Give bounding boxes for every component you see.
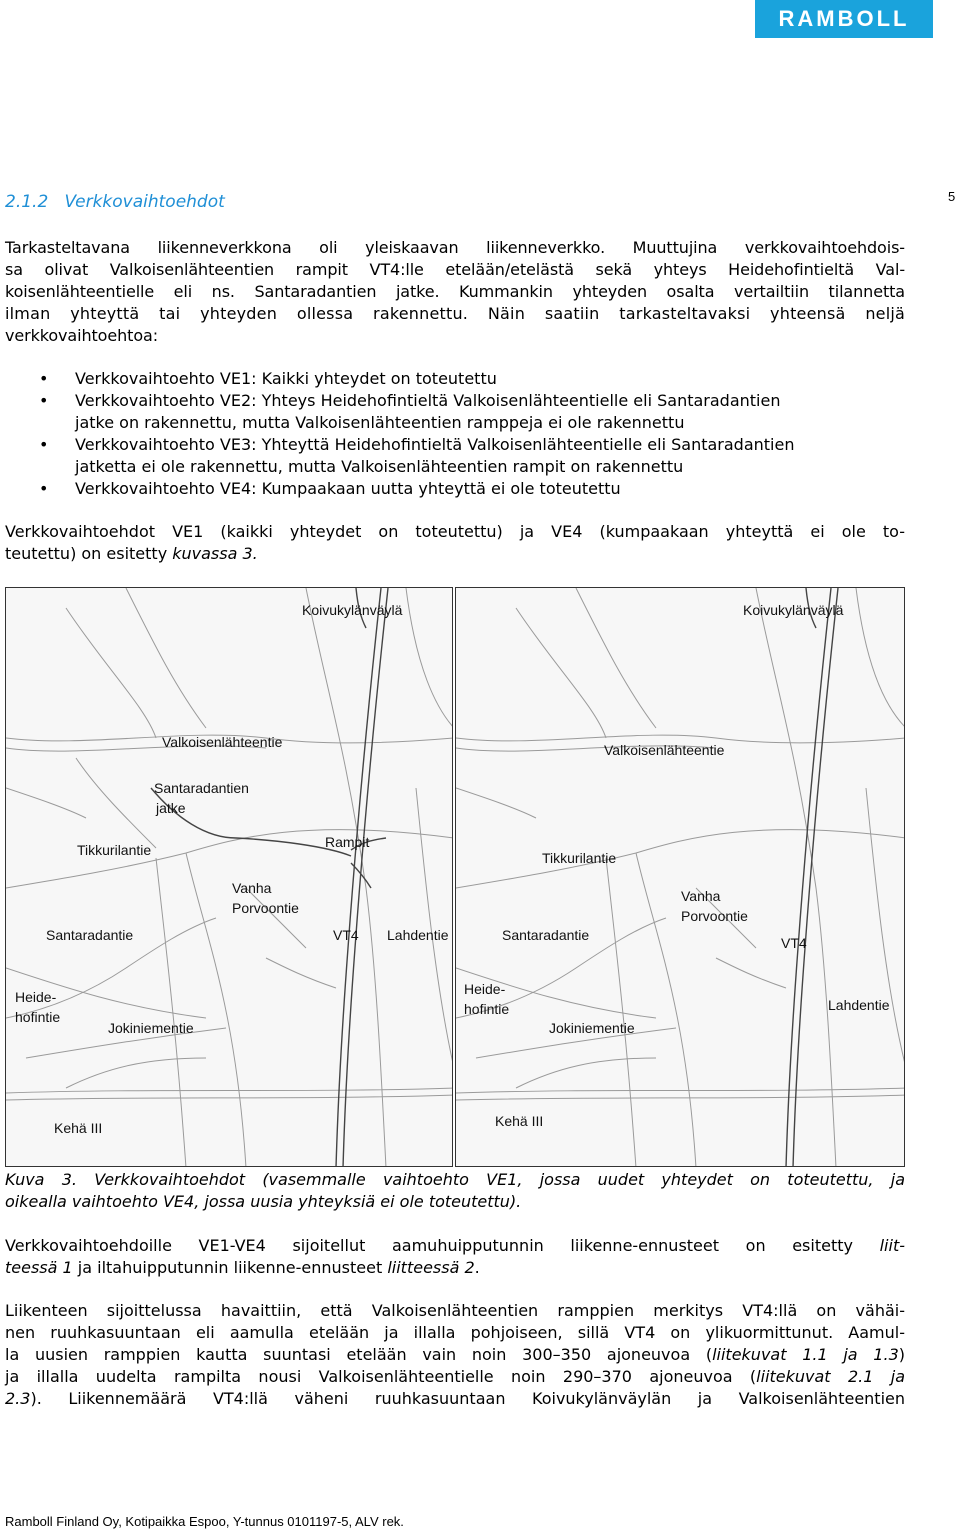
list-item [5,434,905,478]
paragraph-line: Verkkovaihtoehdot VE1 (kaikki yhteydet on toteutettu) ja VE4 (kumpaakaan yhteyttä ei ole to- [5,522,905,541]
intro-line: sa olivat Valkoisenlähteentien rampit VT4:lle etelään/etelästä sekä yhteys Heidehofintieltä Val- [5,260,905,279]
label-vt4: VT4 [781,935,807,951]
label-heidehofintie-1: Heide- [15,989,57,1005]
label-santaradantie: Santaradantie [46,927,134,943]
label-jokiniementie: Jokiniementie [108,1020,194,1036]
label-heidehofintie-2: hofintie [15,1009,61,1025]
label-keha-iii: Kehä III [495,1113,544,1129]
label-vanha-porvoontie-2: Porvoontie [232,900,299,916]
intro-line: Tarkasteltavana liikenneverkkona oli yleiskaavan liikenneverkko. Muuttujina verkkovaihtoehdois- [5,238,905,257]
text-run: ja iltahuipputunnin liikenne-ennusteet [72,1258,388,1277]
bullet-icon: • [39,435,49,454]
bullet-icon: • [39,369,49,388]
figure-reference-paragraph [5,521,905,565]
text-run: ja illalla uudelta rampilta nousi Valkoisenlähteentielle noin 290–370 ajoneuvoa ( [5,1367,757,1386]
appendix-ref: liitteessä 2 [387,1258,475,1277]
label-valkoisenlahteentie: Valkoisenlähteentie [604,742,725,758]
label-santaradantien-jatke-2: jatke [156,800,186,816]
label-valkoisenlahteentie: Valkoisenlähteentie [162,734,283,750]
text-run: la uusien ramppien kautta suuntasi etelään vain noin 300–350 ajoneuvoa ( [5,1345,713,1364]
label-vanha-porvoontie-1: Vanha [232,880,272,896]
label-vanha-porvoontie-2: Porvoontie [681,908,748,924]
appendix-ref: 2.3 [5,1389,31,1408]
list-item-line: Verkkovaihtoehto VE1: Kaikki yhteydet on toteutettu [75,369,497,388]
label-lahdentie: Lahdentie [387,927,449,943]
appendix-ref: liit- [879,1236,905,1255]
appendix-ref: liitekuvat 2.1 ja [756,1367,905,1386]
list-item-line: Verkkovaihtoehto VE3: Yhteyttä Heidehofintieltä Valkoisenlähteentielle eli Santaradantien [75,435,795,454]
text-run: Verkkovaihtoehdoille VE1-VE4 sijoitellut aamuhuipputunnin liikenne-ennusteet on esitetty [5,1236,880,1255]
label-vt4: VT4 [333,927,359,943]
page-number: 5 [948,189,956,204]
label-koivukylanvayla: Koivukylänväylä [743,602,844,618]
text-run: ). Liikennemäärä VT4:llä väheni ruuhkasuuntaan Koivukylänväylän ja Valkoisenlähteentien [30,1389,905,1408]
forecast-paragraph [5,1235,905,1279]
section-number: 2.1.2 [5,192,49,212]
map-ve1-roads [6,588,453,1167]
alternatives-list [5,368,905,500]
map-ve4 [455,587,905,1167]
label-keha-iii: Kehä III [54,1120,103,1136]
list-item-line: jatketta ei ole rakennettu, mutta Valkoisenlähteentien rampit on rakennettu [75,457,684,476]
paragraph-line [5,1344,905,1366]
label-rampit: Rampit [325,834,370,850]
label-santaradantie: Santaradantie [502,927,590,943]
appendix-ref: teessä 1 [5,1258,73,1277]
section-title: Verkkovaihtoehdot [64,192,225,212]
logo-text: RAMBOLL [778,6,910,31]
list-item-line: jatke on rakennettu, mutta Valkoisenlähteentien ramppeja ei ole rakennettu [75,413,685,432]
paragraph-line [5,1388,905,1410]
label-santaradantien-jatke-1: Santaradantien [154,780,249,796]
figure-caption [5,1169,905,1213]
label-heidehofintie-2: hofintie [464,1001,510,1017]
paragraph-line: Liikenteen sijoittelussa havaittiin, että Valkoisenlähteentien ramppien merkitys VT4:llä on vähäi- [5,1301,905,1320]
section-heading [5,192,225,212]
label-vanha-porvoontie-1: Vanha [681,888,721,904]
label-koivukylanvayla: Koivukylänväylä [302,602,403,618]
label-lahdentie: Lahdentie [828,997,890,1013]
intro-paragraph [5,237,905,347]
text-run: ) [898,1345,906,1364]
figure-link: kuvassa 3. [172,544,258,563]
page-footer: Ramboll Finland Oy, Kotipaikka Espoo, Y-tunnus 0101197-5, ALV rek. [5,1514,404,1529]
assignment-paragraph [5,1300,905,1410]
list-item [5,368,905,390]
intro-line: koisenlähteentielle eli ns. Santaradantien jatke. Kummankin yhteyden osalta vertailtiin tilannetta [5,282,905,301]
intro-line: ilman yhteyttä tai yhteyden ollessa rakennettu. Näin saatiin tarkasteltavaksi yhteensä neljä [5,304,905,323]
map-ve1 [5,587,453,1167]
list-item-line: Verkkovaihtoehto VE2: Yhteys Heidehofintieltä Valkoisenlähteentielle eli Santaradantien [75,391,781,410]
label-tikkurilantie: Tikkurilantie [77,842,152,858]
paragraph-line [5,1257,905,1279]
paragraph-line [5,1366,905,1388]
paragraph-line [5,543,905,565]
text-run: teutettu) on esitetty [5,544,173,563]
label-heidehofintie-1: Heide- [464,981,506,997]
text-run: . [474,1258,480,1277]
intro-line: verkkovaihtoehtoa: [5,326,159,345]
list-item-line: Verkkovaihtoehto VE4: Kumpaakaan uutta yhteyttä ei ole toteutettu [75,479,621,498]
bullet-icon: • [39,479,49,498]
bullet-icon: • [39,391,49,410]
caption-line: Kuva 3. Verkkovaihtoehdot (vasemmalle vaihtoehto VE1, jossa uudet yhteydet on toteutettu, ja [5,1170,905,1189]
list-item [5,390,905,434]
label-tikkurilantie: Tikkurilantie [542,850,617,866]
map-ve4-roads [456,588,905,1167]
label-jokiniementie: Jokiniementie [549,1020,635,1036]
ramboll-logo [755,0,933,38]
caption-line: oikealla vaihtoehto VE4, jossa uusia yhteyksiä ei ole toteutettu). [5,1192,522,1211]
paragraph-line: nen ruuhkasuuntaan eli aamulla etelään ja illalla pohjoiseen, sillä VT4 on ylikuormittunut. Aamul- [5,1323,905,1342]
appendix-ref: liitekuvat 1.1 ja 1.3 [712,1345,899,1364]
paragraph-line [5,1235,905,1257]
list-item [5,478,905,500]
